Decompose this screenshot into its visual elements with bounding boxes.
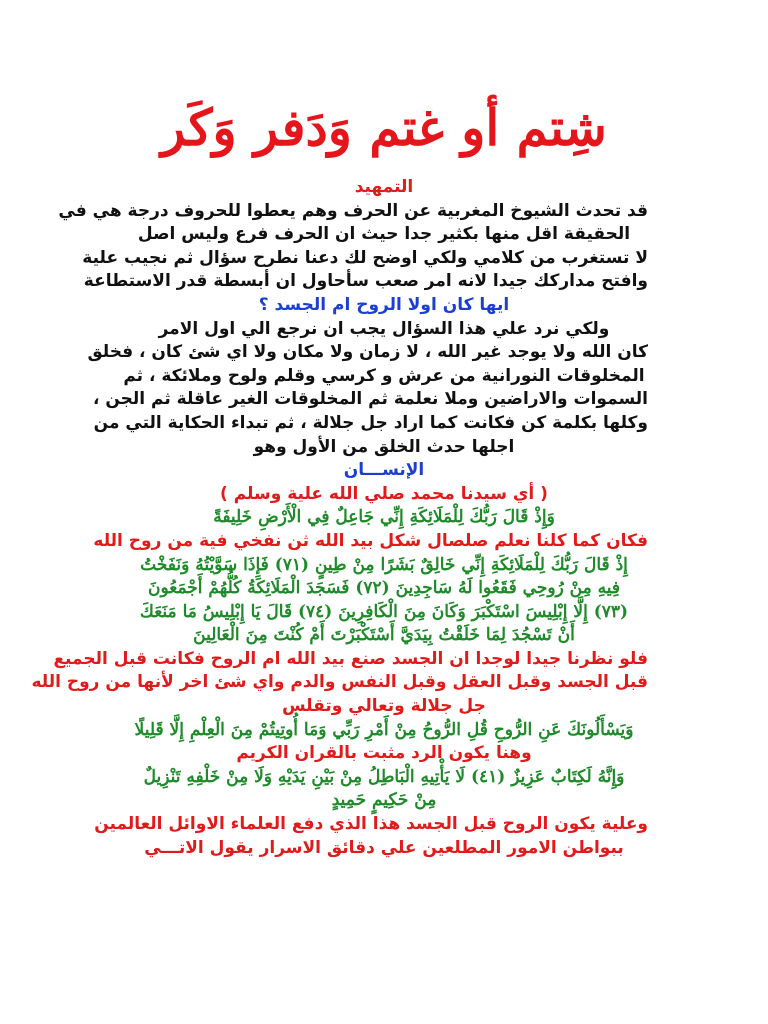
quran-verse-line: أَنْ تَسْجُدَ لِمَا خَلَقْتُ بِيَدَيَّ أَسْتَكْبَرْتَ أَمْ كُنْتَ مِنَ الْعَالِينَ xyxy=(193,625,575,646)
quran-verse-line: مِنْ حَكِيمٍ حَمِيدٍ xyxy=(331,790,437,811)
paragraph-line: فلو نظرنا جيدا لوجدا ان الجسد صنع بيد الله ام الروح فكانت قبل الجميع xyxy=(53,648,648,669)
paragraph-line: ببواطن الامور المطلعين علي دقائق الاسرار يقول الاتـــي xyxy=(144,837,624,858)
paragraph-line: جل جلالة وتعالي وتقلس xyxy=(282,696,486,717)
paragraph-line: قد تحدث الشيوخ المغربية عن الحرف وهم يعطوا للحروف درجة هي في xyxy=(58,200,648,221)
question-line: ايها كان اولا الروح ام الجسد ؟ xyxy=(258,294,510,315)
paragraph-line: فكان كما كلنا نعلم صلصال شكل بيد الله ثن نفخي فية من روح الله xyxy=(93,530,648,551)
paragraph-line: اجلها حدث الخلق من الأول وهو xyxy=(253,436,515,457)
paragraph-line: وهنا يكون الرد مثبت بالقران الكريم xyxy=(236,743,532,764)
paragraph-line: السموات والاراضين وملا نعلمة ثم المخلوقات الغير عاقلة ثم الجن ، xyxy=(92,389,648,410)
paragraph-line: ولكي نرد علي هذا السؤال يجب ان نرجع الي اول الامر xyxy=(158,318,610,339)
document-body xyxy=(31,176,648,860)
paragraph-line: لا تستغرب من كلامي ولكي اوضح لك دعنا نطرح سؤال ثم نجيب علية xyxy=(82,247,648,268)
quran-verse-line: وَيَسْأَلُونَكَ عَنِ الرُّوحِ قُلِ الرُّوحُ مِنْ أَمْرِ رَبِّي وَمَا أُوتِيتُمْ مِنَ الْعِلْمِ إِلَّا قَلِيلًا xyxy=(134,719,634,740)
paragraph-line: وعلية يكون الروح قبل الجسد هذا الذي دفع العلماء الاوائل العالمين xyxy=(94,814,648,835)
paragraph-line: ( أي سيدنا محمد صلي الله علية وسلم ) xyxy=(220,483,548,504)
quran-verse-line: إِذْ قَالَ رَبُّكَ لِلْمَلَائِكَةِ إِنِّي خَالِقٌ بَشَرًا مِنْ طِينٍ (٧١) فَإِذَا سَوَّيْتُهُ وَنَفَخْتُ xyxy=(140,554,628,575)
paragraph-line: قبل الجسد وقبل العقل وقبل النفس والدم واي شئ اخر لأنها من روح الله xyxy=(31,672,648,693)
heading-introduction: التمهيد xyxy=(354,177,414,197)
quran-verse-line: (٧٣) إِلَّا إِبْلِيسَ اسْتَكْبَرَ وَكَانَ مِنَ الْكَافِرِينَ (٧٤) قَالَ يَا إِبْلِيسُ مَا مَنَعَكَ xyxy=(139,601,629,622)
heading-human: الإنســـان xyxy=(343,460,425,481)
quran-verse-line: وَإِذْ قَالَ رَبُّكَ لِلْمَلَائِكَةِ إِنِّي جَاعِلٌ فِي الْأَرْضِ خَلِيفَةً xyxy=(213,507,555,528)
quran-verse-line: وَإِنَّهُ لَكِتَابٌ عَزِيزٌ (٤١) لَا يَأْتِيهِ الْبَاطِلُ مِنْ بَيْنِ يَدَيْهِ وَلَا مِنْ خَلْفِهِ تَنْزِيلٌ xyxy=(143,766,625,787)
page-title: شِتم أو غتم وَدَفر وَكَر xyxy=(161,98,607,157)
paragraph-line: كان الله ولا يوجد غير الله ، لا زمان ولا مكان ولا اي شئ كان ، فخلق xyxy=(87,342,648,363)
quran-verse-line: فِيهِ مِنْ رُوحِي فَقَعُوا لَهُ سَاجِدِينَ (٧٢) فَسَجَدَ الْمَلَائِكَةُ كُلُّهُمْ أَجْمَعُونَ xyxy=(147,578,620,599)
paragraph-line: المخلوقات النورانية من عرش و كرسي وقلم ولوح وملائكة ، ثم xyxy=(123,365,645,386)
paragraph-line: وافتح مداركك جيدا لانه امر صعب سأحاول ان أبسطة قدر الاستطاعة xyxy=(83,271,648,292)
paragraph-line: وكلها بكلمة كن فكانت كما اراد جل جلالة ، ثم تبداء الحكاية التي من xyxy=(93,412,648,433)
paragraph-line: الحقيقة اقل منها بكثير جدا حيث ان الحرف فرع وليس اصل xyxy=(137,224,631,245)
